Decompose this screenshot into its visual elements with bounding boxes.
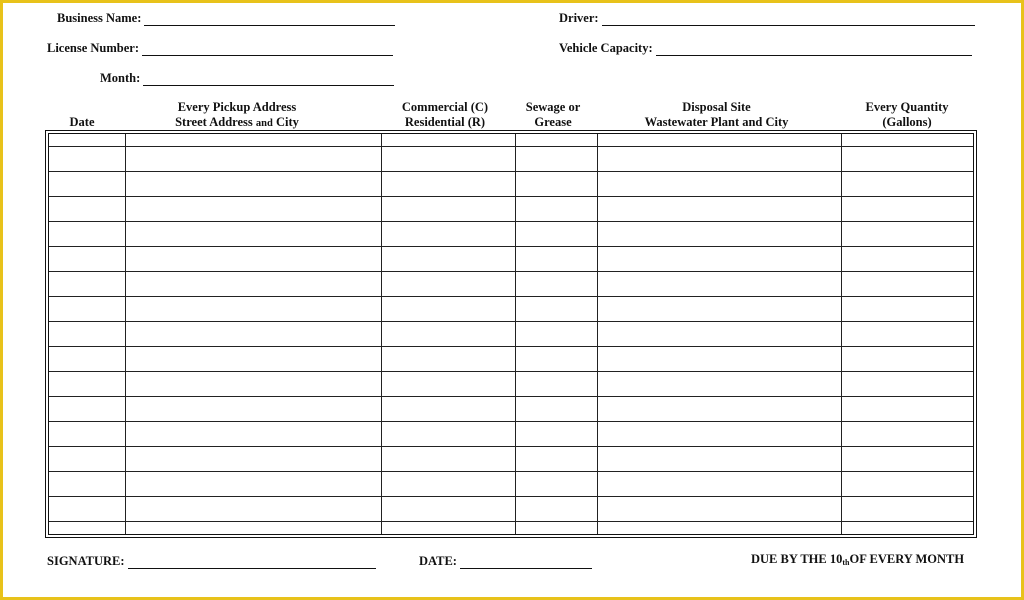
header-quantity-line1: Every Quantity [865,100,949,114]
cell-commercial-residential[interactable] [381,422,515,447]
business-name-line[interactable] [144,11,395,26]
table-row [49,472,973,497]
cell-commercial-residential[interactable] [381,297,515,322]
cell-pickup-address[interactable] [125,197,381,222]
cell-date[interactable] [49,272,125,297]
cell-sewage-grease[interactable] [515,522,597,535]
header-disposal-line2: Wastewater Plant and City [644,115,789,129]
cell-sewage-grease[interactable] [515,197,597,222]
cell-quantity[interactable] [841,472,973,497]
cell-commercial-residential[interactable] [381,172,515,197]
cell-pickup-address[interactable] [125,134,381,147]
table-row [49,447,973,472]
table-row [49,372,973,397]
cell-quantity[interactable] [841,222,973,247]
header-date-text: Date [69,115,95,129]
signature-line[interactable] [128,554,376,569]
table-row [49,397,973,422]
table-row [49,497,973,522]
cell-pickup-address[interactable] [125,397,381,422]
signature-field[interactable] [47,554,376,569]
vehicle-capacity-label: Vehicle Capacity: [559,41,653,55]
cell-disposal-site[interactable] [597,272,841,297]
table-row [49,172,973,197]
table-row [49,322,973,347]
log-table [49,134,973,534]
month-label: Month: [100,71,141,85]
cell-date[interactable] [49,422,125,447]
cell-quantity[interactable] [841,372,973,397]
due-notice-suffix: OF EVERY MONTH [849,552,965,566]
cell-sewage-grease[interactable] [515,472,597,497]
header-type-line2: Residential (R) [404,115,486,129]
cell-quantity[interactable] [841,497,973,522]
cell-disposal-site[interactable] [597,397,841,422]
table-row [49,347,973,372]
cell-commercial-residential[interactable] [381,397,515,422]
table-row [49,422,973,447]
cell-pickup-address[interactable] [125,272,381,297]
cell-quantity[interactable] [841,297,973,322]
cell-disposal-site[interactable] [597,134,841,147]
table-row [49,297,973,322]
cell-commercial-residential[interactable] [381,347,515,372]
cell-date[interactable] [49,297,125,322]
cell-disposal-site[interactable] [597,372,841,397]
vehicle-capacity-field[interactable] [559,41,972,56]
signature-label: SIGNATURE: [47,554,125,568]
footer-date-line[interactable] [460,554,592,569]
cell-commercial-residential[interactable] [381,372,515,397]
cell-commercial-residential[interactable] [381,522,515,535]
month-line[interactable] [143,71,394,86]
cell-commercial-residential[interactable] [381,322,515,347]
cell-quantity[interactable] [841,147,973,172]
header-pickup-line2-a: Street Address [175,115,256,129]
cell-pickup-address[interactable] [125,447,381,472]
cell-date[interactable] [49,472,125,497]
header-sewage-line2: Grease [534,115,572,129]
cell-sewage-grease[interactable] [515,447,597,472]
cell-quantity[interactable] [841,247,973,272]
cell-commercial-residential[interactable] [381,497,515,522]
cell-date[interactable] [49,247,125,272]
cell-date[interactable] [49,134,125,147]
cell-sewage-grease[interactable] [515,422,597,447]
business-name-field[interactable] [57,11,395,26]
cell-sewage-grease[interactable] [515,497,597,522]
cell-date[interactable] [49,322,125,347]
cell-quantity[interactable] [841,172,973,197]
header-pickup-line2-c: City [272,115,299,129]
header-type-line1: Commercial (C) [401,100,489,114]
cell-quantity[interactable] [841,347,973,372]
cell-disposal-site[interactable] [597,347,841,372]
cell-date[interactable] [49,347,125,372]
cell-quantity[interactable] [841,422,973,447]
cell-quantity[interactable] [841,134,973,147]
cell-quantity[interactable] [841,272,973,297]
cell-date[interactable] [49,497,125,522]
cell-pickup-address[interactable] [125,147,381,172]
cell-disposal-site[interactable] [597,472,841,497]
table-row [49,522,973,535]
table-row [49,134,973,147]
header-pickup-line2-b: and [255,118,273,129]
due-notice [751,552,964,567]
cell-pickup-address[interactable] [125,322,381,347]
vehicle-capacity-line[interactable] [656,41,972,56]
cell-date[interactable] [49,372,125,397]
header-date [47,115,117,130]
log-table-inner [48,133,974,535]
cell-sewage-grease[interactable] [515,134,597,147]
month-field[interactable] [100,71,394,86]
cell-commercial-residential[interactable] [381,147,515,172]
cell-disposal-site[interactable] [597,297,841,322]
license-number-field[interactable] [47,41,393,56]
header-quantity [839,100,975,130]
cell-disposal-site[interactable] [597,222,841,247]
driver-label: Driver: [559,11,599,25]
cell-sewage-grease[interactable] [515,372,597,397]
license-number-line[interactable] [142,41,393,56]
cell-quantity[interactable] [841,447,973,472]
log-table-body [49,134,973,534]
cell-pickup-address[interactable] [125,372,381,397]
cell-date[interactable] [49,197,125,222]
cell-date[interactable] [49,222,125,247]
cell-commercial-residential[interactable] [381,134,515,147]
cell-disposal-site[interactable] [597,447,841,472]
cell-sewage-grease[interactable] [515,247,597,272]
table-row [49,197,973,222]
cell-sewage-grease[interactable] [515,297,597,322]
cell-pickup-address[interactable] [125,522,381,535]
cell-pickup-address[interactable] [125,247,381,272]
cell-commercial-residential[interactable] [381,222,515,247]
cell-disposal-site[interactable] [597,497,841,522]
cell-pickup-address[interactable] [125,422,381,447]
cell-sewage-grease[interactable] [515,347,597,372]
cell-commercial-residential[interactable] [381,472,515,497]
table-row [49,247,973,272]
cell-sewage-grease[interactable] [515,397,597,422]
header-pickup-line1: Every Pickup Address [177,100,297,114]
cell-sewage-grease[interactable] [515,222,597,247]
business-name-label: Business Name: [57,11,142,25]
cell-commercial-residential[interactable] [381,272,515,297]
cell-pickup-address[interactable] [125,172,381,197]
header-pickup-address [123,100,351,131]
header-sewage-line1: Sewage or [525,100,581,114]
header-disposal-line1: Disposal Site [682,100,751,114]
cell-quantity[interactable] [841,197,973,222]
form-page [3,3,1021,597]
cell-date[interactable] [49,522,125,535]
table-row [49,147,973,172]
cell-disposal-site[interactable] [597,172,841,197]
cell-pickup-address[interactable] [125,347,381,372]
cell-disposal-site[interactable] [597,247,841,272]
cell-date[interactable] [49,397,125,422]
header-pickup-line2 [123,115,351,131]
driver-field[interactable] [559,11,975,26]
cell-disposal-site[interactable] [597,197,841,222]
cell-disposal-site[interactable] [597,522,841,535]
cell-date[interactable] [49,172,125,197]
footer-date-field[interactable] [419,554,592,569]
cell-commercial-residential[interactable] [381,247,515,272]
cell-sewage-grease[interactable] [515,272,597,297]
cell-sewage-grease[interactable] [515,147,597,172]
header-disposal-site [594,100,839,130]
driver-line[interactable] [602,11,975,26]
table-row [49,272,973,297]
cell-pickup-address[interactable] [125,297,381,322]
cell-quantity[interactable] [841,522,973,535]
cell-quantity[interactable] [841,397,973,422]
due-notice-sup: th [842,558,850,567]
cell-pickup-address[interactable] [125,497,381,522]
cell-disposal-site[interactable] [597,422,841,447]
footer-date-label: DATE: [419,554,457,568]
cell-sewage-grease[interactable] [515,322,597,347]
cell-quantity[interactable] [841,322,973,347]
cell-pickup-address[interactable] [125,472,381,497]
license-number-label: License Number: [47,41,139,55]
cell-date[interactable] [49,447,125,472]
log-table-frame [45,130,977,538]
header-commercial-residential [378,100,512,130]
cell-pickup-address[interactable] [125,222,381,247]
cell-date[interactable] [49,147,125,172]
due-notice-prefix: DUE BY THE 10 [751,552,843,566]
header-sewage-grease [512,100,594,130]
cell-sewage-grease[interactable] [515,172,597,197]
table-row [49,222,973,247]
cell-commercial-residential[interactable] [381,447,515,472]
cell-disposal-site[interactable] [597,147,841,172]
cell-commercial-residential[interactable] [381,197,515,222]
header-quantity-line2: (Gallons) [882,115,932,129]
cell-disposal-site[interactable] [597,322,841,347]
